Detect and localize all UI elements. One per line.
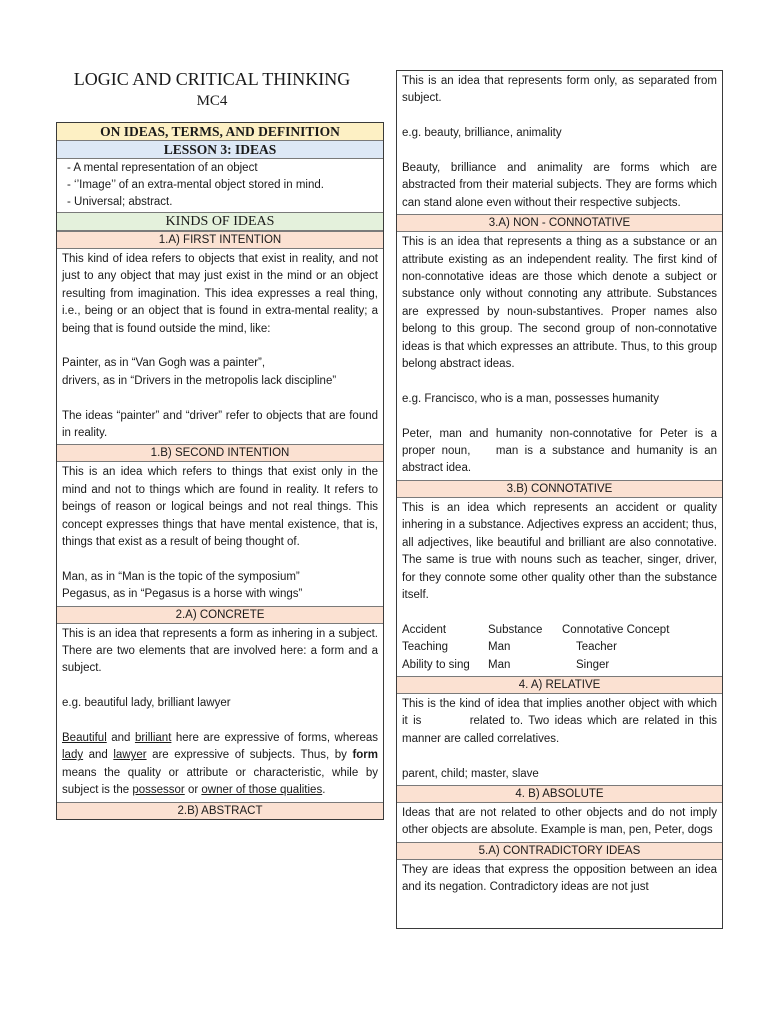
relative-body <box>397 694 722 785</box>
first-intention-heading: 1.A) FIRST INTENTION <box>57 231 383 249</box>
example-line: e.g. beauty, brilliance, animality <box>402 127 562 140</box>
definition-bullets <box>57 159 383 212</box>
kinds-heading: KINDS OF IDEAS <box>57 212 383 231</box>
paragraph: The ideas “painter” and “driver” refer to objects that are found in reality. <box>62 409 378 440</box>
relative-heading: 4. A) RELATIVE <box>397 676 722 694</box>
concrete-heading: 2.A) CONCRETE <box>57 606 383 624</box>
non-connotative-heading: 3.A) NON - CONNOTATIVE <box>397 214 722 232</box>
right-column <box>396 70 723 929</box>
table-header-cell: Accident <box>402 623 447 636</box>
contradictory-heading: 5.A) CONTRADICTORY IDEAS <box>397 842 722 860</box>
bullet-item: - ‘’Image’’ of an extra-mental object stored in mind. <box>67 179 324 191</box>
connotative-heading: 3.B) CONNOTATIVE <box>397 480 722 498</box>
contradictory-body <box>397 860 722 899</box>
paragraph: This is an idea which represents an accident or quality inhering in a substance. Adjectives express an accident; thus, all adjectives, like beautiful and brilliant are also connotative. The same is true with nouns such as teacher, singer, driver, for they connote some other quality other than the substance itself. <box>402 501 717 601</box>
bullet-item: - A mental representation of an object <box>67 162 258 174</box>
table-cell: Singer <box>576 658 610 671</box>
example-line: parent, child; master, slave <box>402 767 539 780</box>
paragraph: This is an idea which refers to things that exist only in the mind and not to things which are found in reality. It refers to beings of reason or logical beings and not real things. This concept expresses things that have mental existence, that is, things that exist as a result of being thought of. <box>62 466 378 549</box>
paragraph: Beauty, brilliance and animality are forms which are abstracted from their material subjects. They are forms which can stand alone even without their respective subjects. <box>402 162 717 209</box>
underlined-word: Beautiful <box>62 732 107 745</box>
paragraph: This is an idea that represents form only, as separated from subject. <box>402 75 717 105</box>
paragraph: This kind of idea refers to objects that exist in reality, and not just to any object that may just exist in the mind or an object resulting from imagination. This idea expresses a real thing, i.e., being or an object that is found in extra-mental reality; a being that is found outside the mind, like: <box>62 253 378 335</box>
paragraph: Beautiful and brilliant here are expressive of forms, whereas lady and lawyer are expressive of subjects. Thus, by form means the quality or attribute or characteristic, while by subject is the possessor or owner of those qualities. <box>62 732 378 797</box>
table-cell: Man <box>488 658 511 671</box>
paragraph: This is an idea that represents a form as inhering in a subject. There are two elements that are involved here: a form and a subject. <box>62 627 378 675</box>
table-header-cell: Substance <box>488 623 543 636</box>
lesson-heading: LESSON 3: IDEAS <box>57 141 383 159</box>
table-cell: Teacher <box>576 641 617 654</box>
second-intention-heading: 1.B) SECOND INTENTION <box>57 444 383 462</box>
bold-word: form <box>352 749 378 762</box>
page-subtitle: MC4 <box>196 93 228 109</box>
paragraph: They are ideas that express the opposition between an idea and its negation. Contradictory ideas are not just <box>402 863 717 894</box>
left-column <box>56 122 384 820</box>
table-cell: Ability to sing <box>402 658 470 671</box>
paragraph: This is the kind of idea that implies another object with which it is related to. Two ideas which are related in this manner are called correlatives. <box>402 697 721 745</box>
example-line: Painter, as in “Van Gogh was a painter”, <box>62 357 266 370</box>
underlined-word: owner of those qualities <box>201 784 323 797</box>
underlined-word: possessor <box>132 784 185 797</box>
section-heading: ON IDEAS, TERMS, AND DEFINITION <box>57 123 383 141</box>
page-title: LOGIC AND CRITICAL THINKING <box>73 69 351 89</box>
example-line: e.g. Francisco, who is a man, possesses humanity <box>402 392 659 405</box>
table-cell: Teaching <box>402 641 449 654</box>
abstract-heading: 2.B) ABSTRACT <box>57 802 383 819</box>
paragraph: This is an idea that represents a thing as a substance or an attribute existing as an independent reality. The first kind of non-connotative ideas are those which denote a subject or substance only without connoting any attribute. Substances are expressed by noun-substantives. Proper names also belong to this group. The second group of non-connotative ideas is that which expresses an attribute. Thus, to this group belong abstract ideas. <box>402 236 717 371</box>
abstract-body <box>397 71 722 214</box>
underlined-word: brilliant <box>134 732 172 745</box>
concept-table-header <box>402 622 717 639</box>
example-line: drivers, as in “Drivers in the metropolis lack discipline” <box>62 374 337 387</box>
concrete-body <box>57 624 383 802</box>
paragraph: Ideas that are not related to other objects and do not imply other objects are absolute. Example is man, pen, Peter, dogs <box>402 806 717 837</box>
paragraph: Peter, man and humanity non-connotative for Peter is a proper noun, man is a substance and humanity is an abstract idea. <box>402 427 721 475</box>
first-intention-body <box>57 249 383 444</box>
example-line: Pegasus, as in “Pegasus is a horse with wings” <box>62 588 303 601</box>
example-line: Man, as in “Man is the topic of the symposium” <box>62 570 300 583</box>
underlined-word: lady <box>62 749 84 762</box>
underlined-word: lawyer <box>113 749 147 762</box>
table-row <box>402 639 717 656</box>
second-intention-body <box>57 462 383 605</box>
example-line: e.g. beautiful lady, brilliant lawyer <box>62 697 231 710</box>
absolute-body <box>397 803 722 842</box>
table-cell: Man <box>488 641 511 654</box>
table-header-cell: Connotative Concept <box>562 623 670 636</box>
absolute-heading: 4. B) ABSOLUTE <box>397 785 722 803</box>
table-row <box>402 657 717 674</box>
bullet-item: - Universal; abstract. <box>67 196 173 208</box>
connotative-body <box>397 498 722 676</box>
non-connotative-body <box>397 232 722 480</box>
